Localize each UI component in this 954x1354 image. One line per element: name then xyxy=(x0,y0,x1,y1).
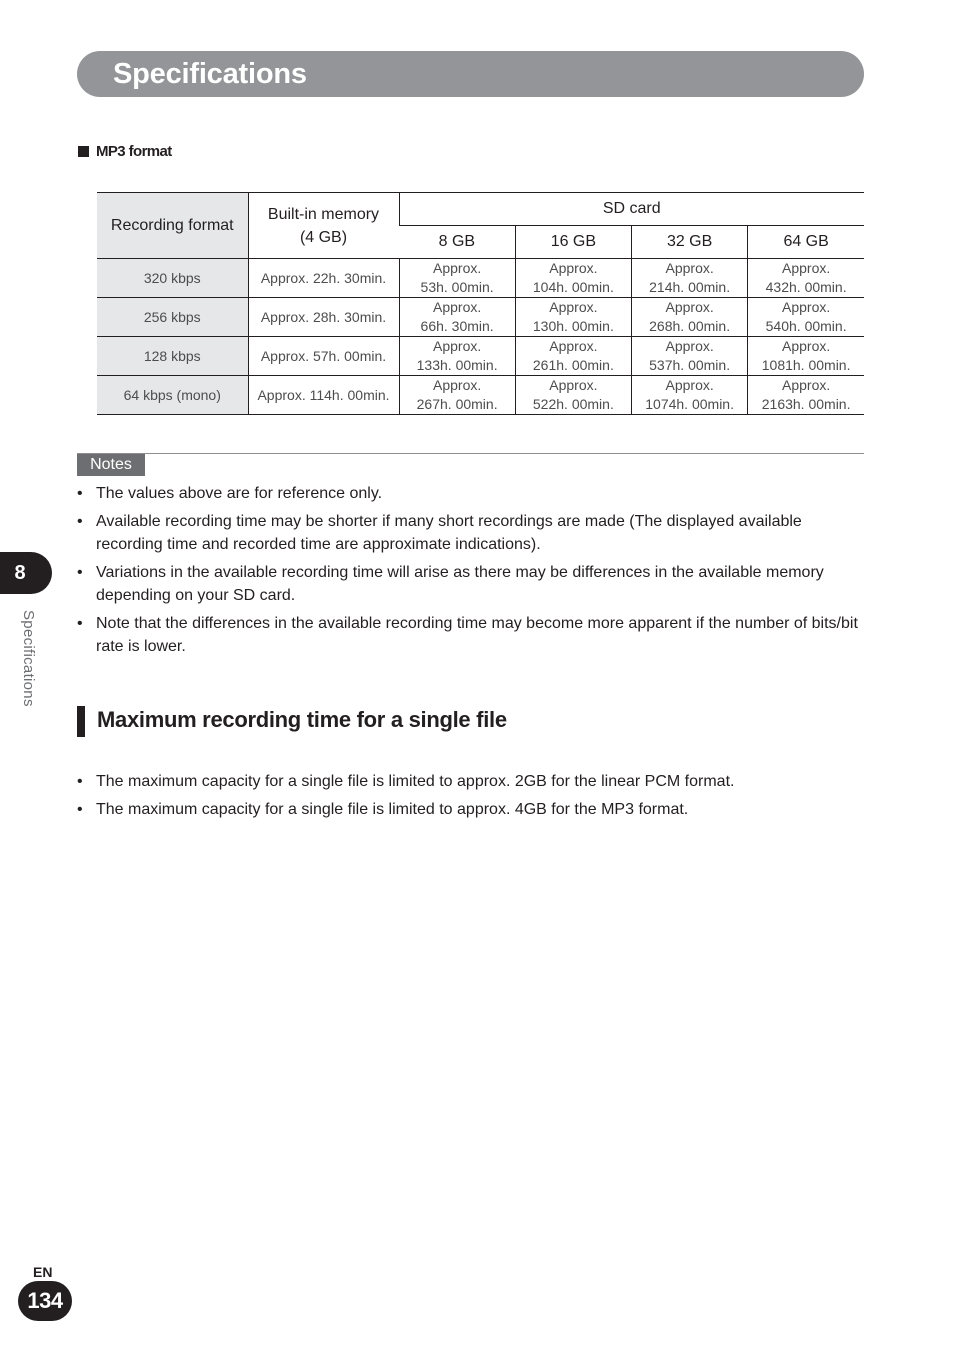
notes-list xyxy=(77,482,867,663)
sd-cell-line1: Approx. xyxy=(549,299,598,315)
sd-cell xyxy=(748,376,864,415)
sd-cell xyxy=(632,298,748,337)
sd-cell-line2: 53h. 00min. xyxy=(420,279,494,295)
list-item xyxy=(77,510,867,556)
memory-cell: Approx. 22h. 30min. xyxy=(248,259,399,298)
notes-divider xyxy=(77,453,864,454)
sd-cell-line2: 267h. 00min. xyxy=(416,396,498,412)
format-cell: 128 kbps xyxy=(97,337,248,376)
sd-cell-line1: Approx. xyxy=(782,338,831,354)
sd-cell xyxy=(748,337,864,376)
sd-cell xyxy=(515,259,631,298)
sd-cell-line2: 2163h. 00min. xyxy=(761,396,851,412)
format-cell: 320 kbps xyxy=(97,259,248,298)
sd-cell-line1: Approx. xyxy=(665,299,714,315)
page-number: 134 xyxy=(18,1281,72,1321)
list-item xyxy=(77,612,867,658)
sd-cell-line2: 432h. 00min. xyxy=(765,279,847,295)
chapter-number: 8 xyxy=(14,562,26,584)
language-code: EN xyxy=(33,1264,53,1280)
bullet-icon: • xyxy=(77,485,83,502)
sd-cell xyxy=(399,376,515,415)
header-memory-line2: (4 GB) xyxy=(299,228,348,246)
sd-cell-line2: 214h. 00min. xyxy=(649,279,731,295)
bullet-icon: • xyxy=(77,801,83,818)
section-label: MP3 format xyxy=(96,142,172,160)
header-sd-size: 32 GB xyxy=(632,226,748,259)
sd-cell-line2: 537h. 00min. xyxy=(649,357,731,373)
subheading-title: Maximum recording time for a single file xyxy=(97,707,507,732)
list-item xyxy=(77,770,867,793)
sd-cell xyxy=(515,376,631,415)
sd-cell-line1: Approx. xyxy=(433,299,482,315)
format-cell: 64 kbps (mono) xyxy=(97,376,248,415)
sd-cell-line1: Approx. xyxy=(549,260,598,276)
note-text: The values above are for reference only. xyxy=(96,485,383,502)
header-sd-size: 16 GB xyxy=(515,226,631,259)
sd-cell xyxy=(748,298,864,337)
header-sd-size: 8 GB xyxy=(399,226,515,259)
list-item xyxy=(77,561,867,607)
page-title: Specifications xyxy=(113,58,307,90)
header-memory-line1: Built-in memory xyxy=(267,205,380,223)
memory-cell: Approx. 114h. 00min. xyxy=(248,376,399,415)
header-sd-size: 64 GB xyxy=(748,226,864,259)
section-heading xyxy=(78,142,172,160)
sd-cell-line1: Approx. xyxy=(665,260,714,276)
sd-cell-line2: 104h. 00min. xyxy=(532,279,614,295)
sd-cell-line2: 268h. 00min. xyxy=(649,318,731,334)
note-text: Available recording time may be shorter if many short recordings are made (The displayed available recording time and recorded time are approximate indications). xyxy=(96,513,802,553)
title-bar xyxy=(77,51,864,97)
sd-cell-line2: 1074h. 00min. xyxy=(645,396,734,412)
sd-cell-line1: Approx. xyxy=(549,377,598,393)
sd-cell xyxy=(632,259,748,298)
sd-cell xyxy=(632,376,748,415)
sd-cell xyxy=(399,337,515,376)
sd-cell xyxy=(515,337,631,376)
sd-cell-line2: 133h. 00min. xyxy=(416,357,498,373)
header-recording-format xyxy=(97,193,248,259)
notes-tag: Notes xyxy=(77,454,145,476)
memory-cell: Approx. 57h. 00min. xyxy=(248,337,399,376)
table-row xyxy=(97,376,864,415)
sd-cell-line2: 540h. 00min. xyxy=(765,318,847,334)
sd-cell-line1: Approx. xyxy=(782,260,831,276)
subheading-bar xyxy=(77,706,85,737)
sd-cell xyxy=(748,259,864,298)
max-recording-list xyxy=(77,770,867,826)
sd-cell xyxy=(632,337,748,376)
header-sd-card xyxy=(399,193,864,226)
table-row xyxy=(97,259,864,298)
sd-cell-line2: 66h. 30min. xyxy=(420,318,494,334)
sd-cell xyxy=(399,298,515,337)
list-item xyxy=(77,798,867,821)
table-row xyxy=(97,337,864,376)
format-cell: 256 kbps xyxy=(97,298,248,337)
bullet-icon: • xyxy=(77,773,83,790)
sd-cell-line1: Approx. xyxy=(782,377,831,393)
item-text: The maximum capacity for a single file is limited to approx. 2GB for the linear PCM format. xyxy=(96,773,735,790)
chapter-side-label: Specifications xyxy=(20,610,37,707)
chapter-tab xyxy=(0,552,52,594)
memory-cell: Approx. 28h. 30min. xyxy=(248,298,399,337)
sd-cell xyxy=(399,259,515,298)
sd-cell-line2: 130h. 00min. xyxy=(532,318,614,334)
recording-time-table xyxy=(97,192,864,415)
header-sd-card-label: SD card xyxy=(602,200,661,217)
sd-cell-line2: 1081h. 00min. xyxy=(761,357,851,373)
sd-cell xyxy=(515,298,631,337)
list-item xyxy=(77,482,867,505)
square-bullet-icon xyxy=(78,146,89,157)
sd-cell-line1: Approx. xyxy=(433,260,482,276)
sd-cell-line1: Approx. xyxy=(665,338,714,354)
header-recording-format-label: Recording format xyxy=(110,216,234,234)
sd-cell-line1: Approx. xyxy=(665,377,714,393)
sd-cell-line1: Approx. xyxy=(433,377,482,393)
bullet-icon: • xyxy=(77,615,83,632)
sd-cell-line1: Approx. xyxy=(433,338,482,354)
note-text: Variations in the available recording time will arise as there may be differences in the available memory depending on your SD card. xyxy=(96,564,824,604)
header-built-in-memory xyxy=(248,193,399,259)
sd-cell-line1: Approx. xyxy=(782,299,831,315)
sd-cell-line2: 522h. 00min. xyxy=(532,396,614,412)
table-row xyxy=(97,298,864,337)
bullet-icon: • xyxy=(77,564,83,581)
bullet-icon: • xyxy=(77,513,83,530)
sd-cell-line2: 261h. 00min. xyxy=(532,357,614,373)
note-text: Note that the differences in the available recording time may become more apparent if the number of bits/bit rate is lower. xyxy=(96,615,858,655)
sd-cell-line1: Approx. xyxy=(549,338,598,354)
item-text: The maximum capacity for a single file is limited to approx. 4GB for the MP3 format. xyxy=(96,801,689,818)
